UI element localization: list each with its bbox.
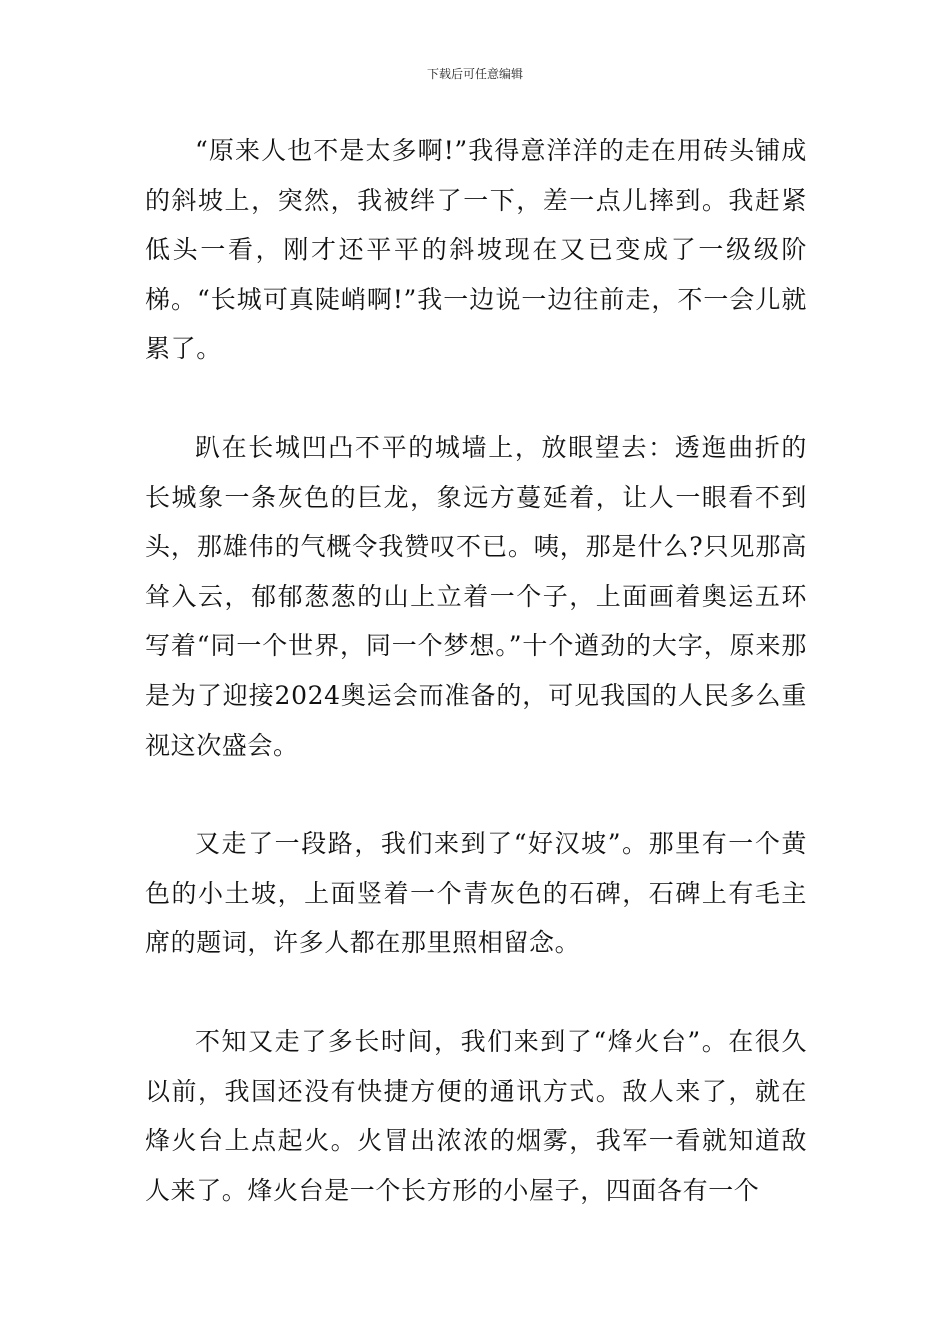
paragraph-2: 趴在长城凹凸不平的城墙上，放眼望去：透迤曲折的长城象一条灰色的巨龙，象远方蔓延着，让人一眼看不到头，那雄伟的气概令我赞叹不已。咦，那是什么?只见那高耸入云，郁郁葱葱的山上立着一个子，上面画着奥运五环写着“同一个世界，同一个梦想。”十个遒劲的大字，原来那是为了迎接2024奥运会而准备的，可见我国的人民多么重视这次盛会。: [145, 432, 807, 760]
document-body: [145, 126, 807, 1215]
paragraph-3: 又走了一段路，我们来到了“好汉坡”。那里有一个黄色的小土坡，上面竖着一个青灰色的石碑，石碑上有毛主席的题词，许多人都在那里照相留念。: [145, 829, 807, 958]
page-header: 下载后可任意编辑: [426, 67, 523, 81]
paragraph-4: 不知又走了多长时间，我们来到了“烽火台”。在很久以前，我国还没有快捷方便的通讯方式。敌人来了，就在烽火台上点起火。火冒出浓浓的烟雾，我军一看就知道敌人来了。烽火台是一个长方形的小屋子，四面各有一个: [145, 1026, 807, 1205]
paragraph-1: “原来人也不是太多啊!”我得意洋洋的走在用砖头铺成的斜坡上，突然，我被绊了一下，差一点儿摔到。我赶紧低头一看，刚才还平平的斜坡现在又已变成了一级级阶梯。“长城可真陡峭啊!”我一边说一边往前走，不一会儿就累了。: [145, 136, 807, 364]
